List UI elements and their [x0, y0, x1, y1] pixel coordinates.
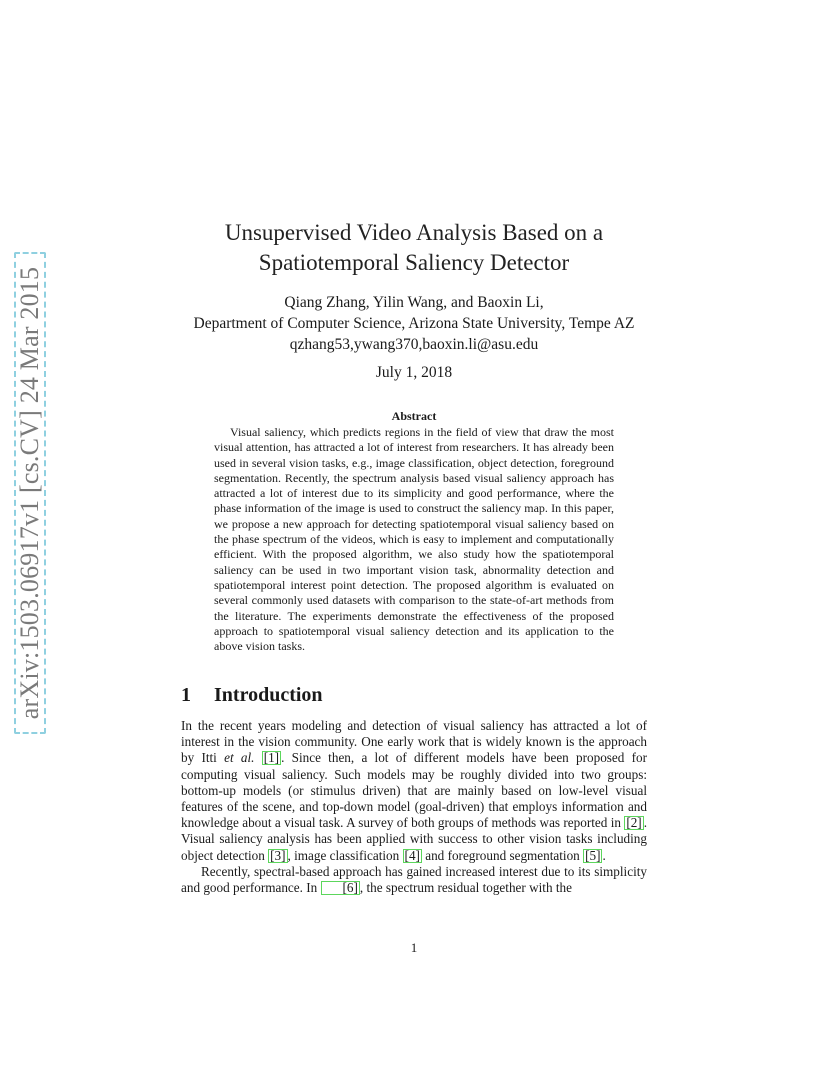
arxiv-identifier: arXiv:1503.06917v1 [cs.CV] 24 Mar 2015 [15, 266, 44, 720]
citation-link[interactable]: [2] [626, 815, 642, 831]
title-line-1: Unsupervised Video Analysis Based on a [224, 220, 604, 245]
section-title: Introduction [214, 684, 323, 706]
citation-link[interactable]: [4] [404, 847, 420, 863]
author-block [130, 292, 698, 355]
authors: Qiang Zhang, Yilin Wang, and Baoxin Li, [284, 294, 544, 311]
text-run: and foreground segmentation [421, 847, 584, 863]
paragraph [181, 718, 647, 864]
affiliation: Department of Computer Science, Arizona State University, Tempe AZ [193, 315, 635, 332]
citation-link[interactable]: [3] [270, 847, 286, 863]
text-run: Recently, spectral-based approach has gained increased interest due to its simplicity and good performance. In [181, 863, 647, 896]
text-run: . [602, 847, 606, 863]
citation-link[interactable]: [6] [321, 881, 360, 895]
page-number: 1 [410, 940, 418, 955]
text-run: . Visual saliency analysis has been applied with success to other vision tasks including object detection [181, 815, 647, 863]
abstract-text: Visual saliency, which predicts regions in the field of view that draw the most visual attention, has attracted a lot of interest from researchers. It has already been used in several vision tasks, e.g., image classification, object detection, foreground segmentation. Recently, the spectrum analysis based visual saliency approach has attracted a lot of interest due to its simplicity and good performance, where the phase information of the image is used to construct the saliency map. In this paper, we propose a new approach for detecting spatiotemporal visual saliency based on the phase spectrum of the videos, which is easy to implement and computationally efficient. With the proposed algorithm, we also study how the spatiotemporal saliency can be used in two important vision task, abnormality detection and spatiotemporal interest point detection. The proposed algorithm is evaluated on several commonly used datasets with comparison to the state-of-art methods from the literature. The experiments demonstrate the effectiveness of the proposed approach to spatiotemporal visual saliency detection and its application to the above vision tasks. [214, 425, 614, 654]
arxiv-stamp [14, 252, 46, 734]
abstract-heading: Abstract [391, 409, 437, 423]
section-heading [181, 684, 323, 707]
paper-title [150, 218, 678, 278]
paragraph [181, 864, 647, 896]
email: qzhang53,ywang370,baoxin.li@asu.edu [289, 336, 539, 353]
title-line-2: Spatiotemporal Saliency Detector [258, 250, 570, 275]
citation-link[interactable]: [1] [263, 750, 280, 766]
text-run-italic: et al. [224, 750, 255, 766]
text-run: . Since then, a lot of different models have been proposed for computing visual saliency. Such models may be roughly divided into two groups: bottom-up models (or stimulus driven) that are mainly based on low-level visual features of the scene, and top-down model (goal-driven) that employs information and knowledge about a visual task. A survey of both groups of methods was reported in [181, 750, 648, 831]
citation-link[interactable]: [5] [585, 847, 601, 863]
text-run: , image classification [287, 847, 403, 863]
text-run: , the spectrum residual together with the [359, 880, 572, 896]
text-run: In the recent years modeling and detection of visual saliency has attracted a lot of interest in the vision community. One early work that is widely known is the approach by Itti [181, 718, 647, 766]
paper-date: July 1, 2018 [375, 364, 453, 381]
section-number: 1 [181, 684, 191, 706]
introduction-body [181, 718, 647, 896]
